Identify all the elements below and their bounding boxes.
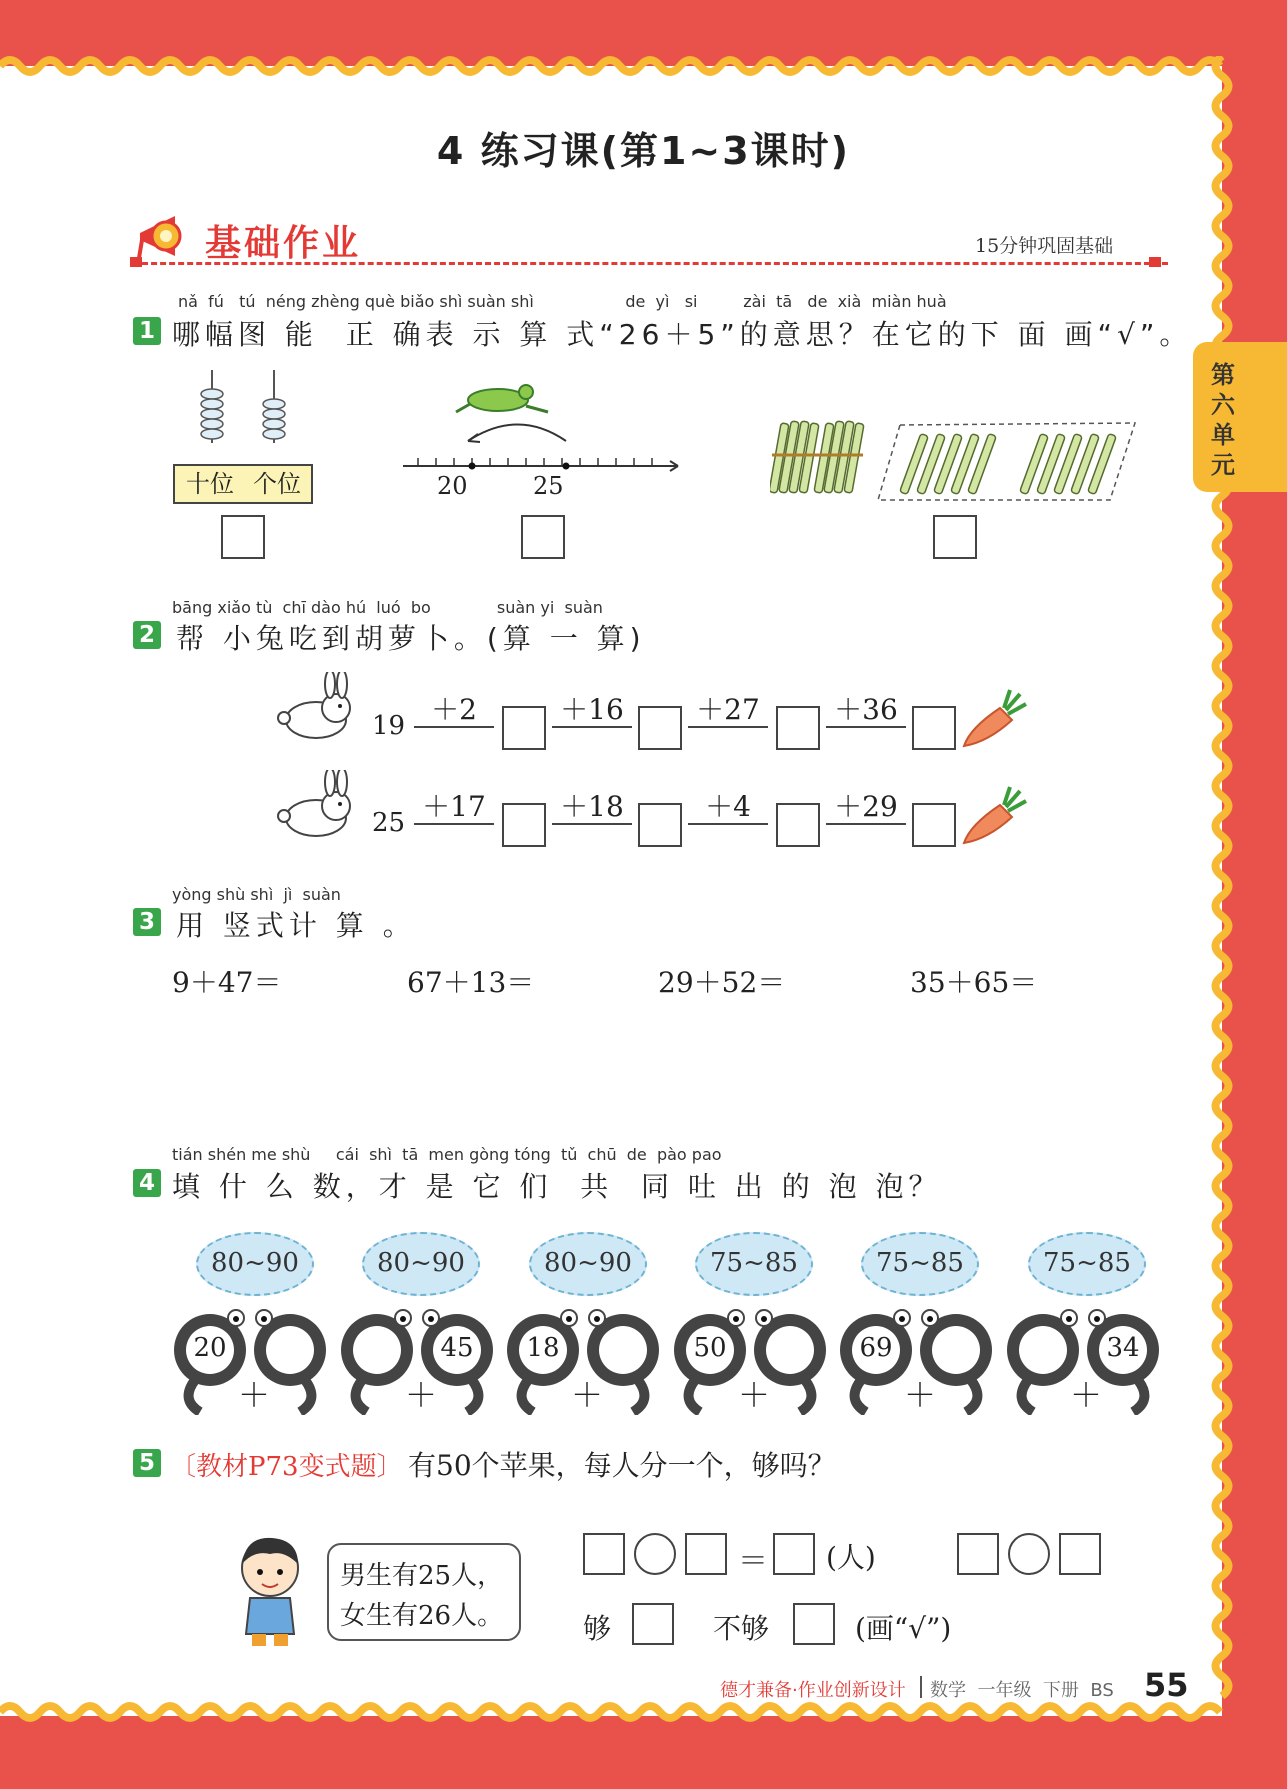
- q2-row2-box1[interactable]: [502, 803, 546, 847]
- q5-hint: (画“√”): [855, 1612, 952, 1645]
- sticks-illustration: [770, 415, 1140, 505]
- q5-eq-box-1[interactable]: [583, 1533, 625, 1575]
- q5-eq-box-2[interactable]: [685, 1533, 727, 1575]
- carrot-icon: [958, 785, 1030, 849]
- q1-pinyin: nǎ fú tú néng zhèng què biǎo shì suàn shì de yì si zài tā de xià miàn huà: [178, 292, 947, 311]
- q2-row1-box4[interactable]: [912, 706, 956, 750]
- q5-eq-operator-circle[interactable]: [634, 1533, 676, 1575]
- q2-row1-box2[interactable]: [638, 706, 682, 750]
- rabbit-icon: [270, 770, 362, 848]
- boy-icon: [232, 1530, 308, 1648]
- q3-number: 3: [133, 908, 161, 936]
- arrow: [688, 823, 768, 825]
- q2-row2-op1: ＋17: [422, 790, 486, 823]
- q5-not-enough-box[interactable]: [793, 1603, 835, 1645]
- q2-row1-op3: ＋27: [696, 693, 760, 726]
- divider-cap-left: [130, 257, 142, 267]
- q1-answer-box-3[interactable]: [933, 515, 977, 559]
- page-number: 55: [1144, 1666, 1189, 1704]
- q1-answer-box-2[interactable]: [521, 515, 565, 559]
- arrow: [552, 823, 632, 825]
- carrot-icon: [958, 688, 1030, 752]
- q1-answer-box-1[interactable]: [221, 515, 265, 559]
- q2-row1-box3[interactable]: [776, 706, 820, 750]
- q2-row2-box2[interactable]: [638, 803, 682, 847]
- arrow: [414, 726, 494, 728]
- q5-compare-circle[interactable]: [1008, 1533, 1050, 1575]
- frog-left-number: 50: [693, 1333, 727, 1363]
- q5-eq-result-box[interactable]: [773, 1533, 815, 1575]
- q2-row1-start: 19: [372, 711, 406, 741]
- unit-tab-label: 第六单元: [1211, 361, 1235, 479]
- plus-sign: ＋: [1070, 1376, 1103, 1414]
- top-wavy-border: [0, 48, 1287, 80]
- q2-pinyin: bāng xiǎo tù chī dào hú luó bo suàn yi suàn: [172, 598, 603, 617]
- q3-item-2: 67＋13＝: [407, 966, 535, 999]
- q3-item-4: 35＋65＝: [910, 966, 1038, 999]
- frog-left-number: 20: [193, 1333, 227, 1363]
- abacus-illustration: [170, 368, 315, 443]
- q4-pinyin: tián shén me shù cái shì tā men gòng tóng tǔ chū de pào pao: [172, 1145, 722, 1164]
- speech-line-2: 女生有26人。: [340, 1601, 504, 1631]
- q5-text: 有50个苹果，每人分一个，够吗？: [408, 1449, 836, 1482]
- plus-sign: ＋: [405, 1376, 438, 1414]
- plus-sign: ＋: [571, 1376, 604, 1414]
- q2-row1-op2: ＋16: [560, 693, 624, 726]
- section-divider: [133, 262, 1168, 265]
- rabbit-icon: [270, 672, 362, 750]
- frog-left-number: 69: [859, 1333, 893, 1363]
- q2-row2-box4[interactable]: [912, 803, 956, 847]
- q3-item-3: 29＋52＝: [658, 966, 786, 999]
- frog-icon: [456, 385, 548, 412]
- section-subtitle: 15分钟巩固基础: [975, 235, 1114, 257]
- section-title: 基础作业: [205, 223, 362, 264]
- plus-sign: ＋: [738, 1376, 771, 1414]
- q5-number: 5: [133, 1449, 161, 1477]
- numberline-illustration: [398, 378, 688, 478]
- q1-text: 哪幅图 能 正 确表 示 算 式“26＋5”的意思？在它的下 面 画“√”。: [172, 318, 1193, 351]
- q2-row1-op1: ＋2: [431, 693, 477, 726]
- footer-divider: [920, 1676, 922, 1698]
- q5-not-enough-label: 不够: [713, 1612, 770, 1645]
- q4-text: 填 什 么 数，才 是 它 们 共 同 吐 出 的 泡 泡？: [172, 1170, 942, 1203]
- q5-compare-box-2[interactable]: [1059, 1533, 1101, 1575]
- q5-unit: (人): [826, 1541, 876, 1574]
- frog-right-number: 45: [440, 1333, 474, 1363]
- arrow: [552, 726, 632, 728]
- q2-text: 帮 小兔吃到胡萝卜。(算 一 算): [176, 622, 646, 655]
- q3-text: 用 竖式计 算 。: [176, 909, 416, 942]
- bubble-6: 75~85: [1028, 1232, 1146, 1296]
- frog-left-number: 18: [526, 1333, 560, 1363]
- plus-sign: ＋: [904, 1376, 937, 1414]
- q4-number: 4: [133, 1169, 161, 1197]
- stick-bundle-icon: [770, 421, 864, 493]
- numberline-label-mark: 25: [533, 472, 564, 500]
- bottom-wavy-border: [0, 1698, 1287, 1730]
- q2-row2-op4: ＋29: [834, 790, 898, 823]
- arrow: [826, 823, 906, 825]
- loose-sticks-icon: [900, 434, 1117, 495]
- bubble-3: 80~90: [529, 1232, 647, 1296]
- q2-row1-box1[interactable]: [502, 706, 546, 750]
- q2-row2-box3[interactable]: [776, 803, 820, 847]
- bubble-2: 80~90: [362, 1232, 480, 1296]
- frog-right-number: 34: [1106, 1333, 1140, 1363]
- q3-pinyin: yòng shù shì jì suàn: [172, 885, 341, 904]
- speech-line-1: 男生有25人，: [340, 1561, 504, 1591]
- abacus-ones-label: 个位: [243, 464, 313, 504]
- q2-row2-op2: ＋18: [560, 790, 624, 823]
- q5-source-tag: 〔教材P73变式题〕: [170, 1452, 403, 1482]
- footer-subject: 数学 一年级 下册 BS: [930, 1680, 1114, 1701]
- bubble-1: 80~90: [196, 1232, 314, 1296]
- bubble-4: 75~85: [695, 1232, 813, 1296]
- q2-row2-start: 25: [372, 808, 406, 838]
- bubble-5: 75~85: [861, 1232, 979, 1296]
- q2-row2-op3: ＋4: [705, 790, 751, 823]
- q2-number: 2: [133, 621, 161, 649]
- right-wavy-border: [1205, 56, 1239, 1712]
- q2-row1-op4: ＋36: [834, 693, 898, 726]
- numberline-label-start: 20: [437, 472, 468, 500]
- footer-brand: 德才兼备·作业创新设计: [720, 1680, 906, 1701]
- q1-number: 1: [133, 317, 161, 345]
- arrow: [414, 823, 494, 825]
- plus-sign: ＋: [238, 1376, 271, 1414]
- arrow: [688, 726, 768, 728]
- q5-enough-label: 够: [583, 1612, 612, 1645]
- q5-compare-box-1[interactable]: [957, 1533, 999, 1575]
- page-title: 4 练习课(第1~3课时): [436, 129, 851, 173]
- divider-cap-right: [1149, 257, 1161, 267]
- arrow: [826, 726, 906, 728]
- q5-enough-box[interactable]: [632, 1603, 674, 1645]
- abacus-tens-label: 十位: [173, 464, 247, 504]
- q5-equals: ＝: [738, 1544, 768, 1579]
- q3-item-1: 9＋47＝: [172, 966, 282, 999]
